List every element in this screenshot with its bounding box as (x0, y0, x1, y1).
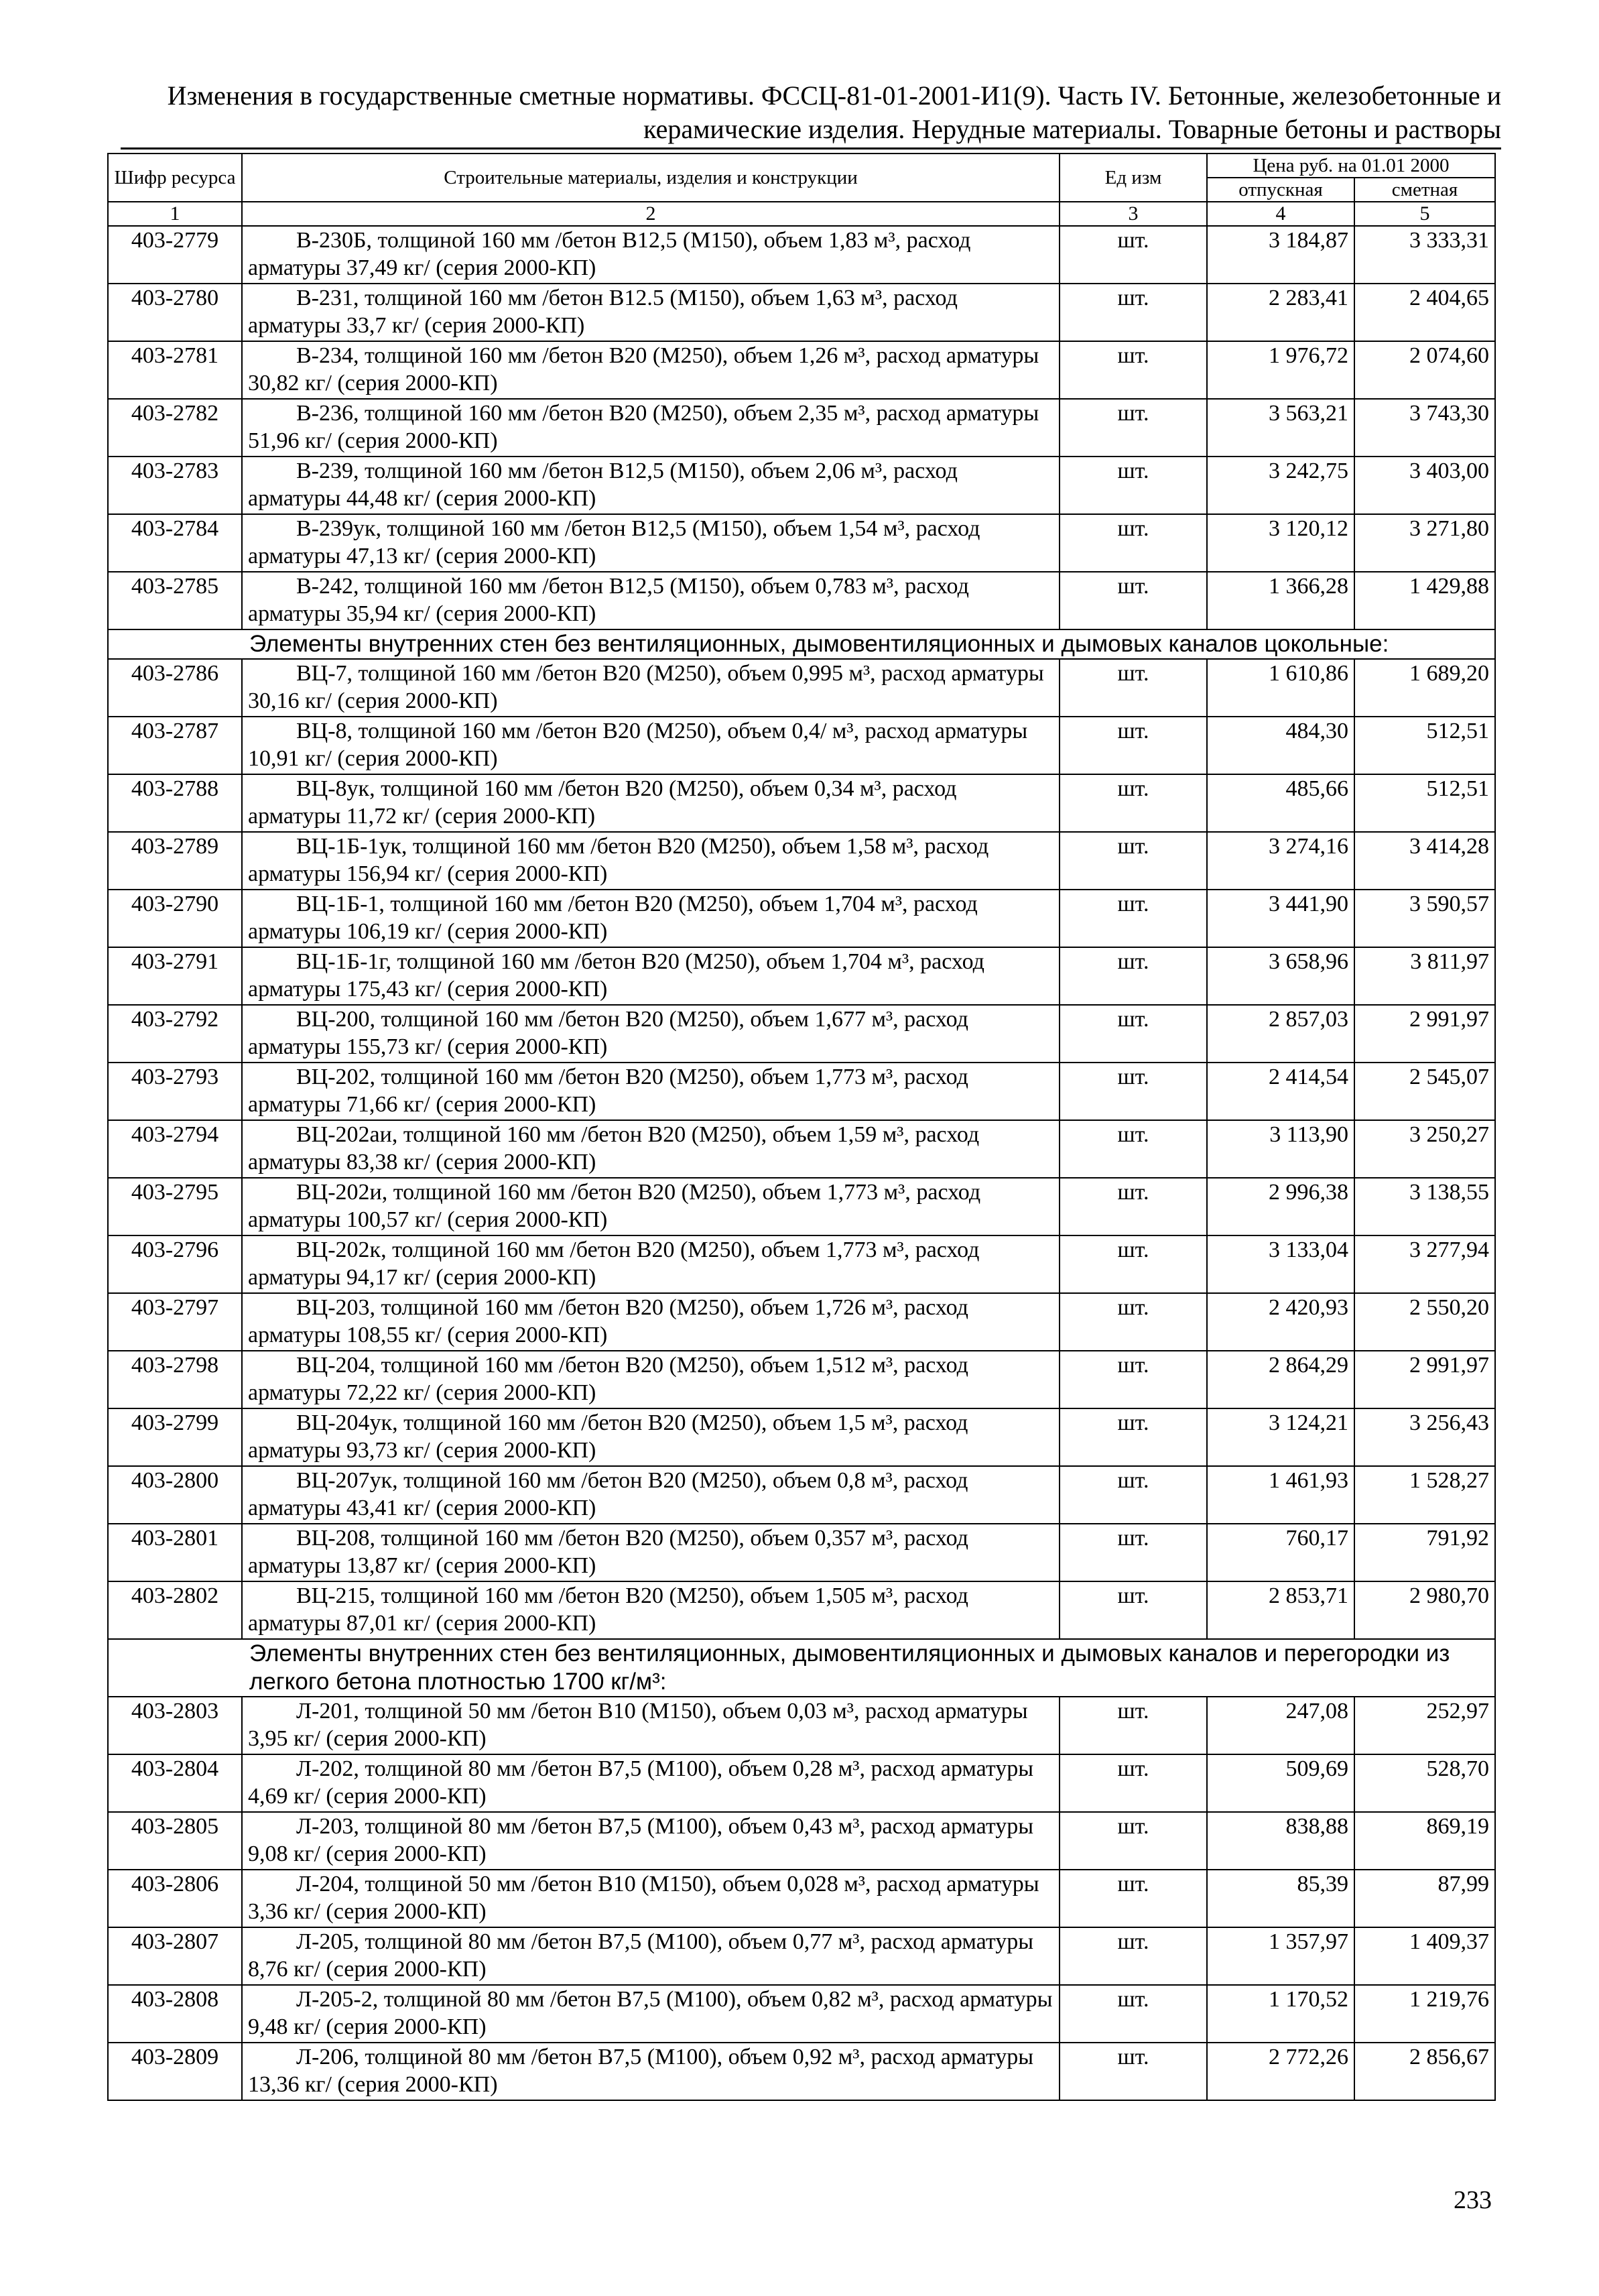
col-header-name: Строительные материалы, изделия и конструкции (242, 154, 1060, 202)
cell-description: ВЦ-1Б-1, толщиной 160 мм /бетон В20 (М250), объем 1,704 м³, расход арматуры 106,19 кг/ (серия 2000-КП) (242, 890, 1060, 947)
cell-code: 403-2807 (108, 1927, 242, 1985)
cell-unit: шт. (1060, 1524, 1207, 1581)
cell-price-estimate: 3 333,31 (1354, 226, 1495, 284)
cell-description: В-236, толщиной 160 мм /бетон В20 (М250), объем 2,35 м³, расход арматуры 51,96 кг/ (серия 2000-КП) (242, 399, 1060, 457)
cell-unit: шт. (1060, 947, 1207, 1005)
cell-code: 403-2779 (108, 226, 242, 284)
cell-code: 403-2806 (108, 1870, 242, 1927)
cell-unit: шт. (1060, 1985, 1207, 2043)
cell-unit: шт. (1060, 399, 1207, 457)
table-row (108, 2043, 1495, 2100)
cell-code: 403-2793 (108, 1063, 242, 1120)
cell-price-estimate: 2 074,60 (1354, 341, 1495, 399)
cell-price-release: 2 857,03 (1207, 1005, 1354, 1063)
cell-code: 403-2800 (108, 1466, 242, 1524)
cell-price-release: 2 420,93 (1207, 1293, 1354, 1351)
cell-price-release: 85,39 (1207, 1870, 1354, 1927)
table-row (108, 1581, 1495, 1639)
cell-price-estimate: 2 980,70 (1354, 1581, 1495, 1639)
table-group-2 (108, 659, 1495, 1639)
table-row (108, 1927, 1495, 1985)
cell-code: 403-2791 (108, 947, 242, 1005)
cell-code: 403-2783 (108, 457, 242, 514)
cell-price-estimate: 1 689,20 (1354, 659, 1495, 717)
cell-price-release: 3 184,87 (1207, 226, 1354, 284)
cell-price-estimate: 3 271,80 (1354, 514, 1495, 572)
cell-description: Л-206, толщиной 80 мм /бетон В7,5 (М100), объем 0,92 м³, расход арматуры 13,36 кг/ (серия 2000-КП) (242, 2043, 1060, 2100)
cell-unit: шт. (1060, 1120, 1207, 1178)
cell-code: 403-2804 (108, 1754, 242, 1812)
cell-code: 403-2782 (108, 399, 242, 457)
cell-price-estimate: 3 256,43 (1354, 1408, 1495, 1466)
cell-price-release: 3 120,12 (1207, 514, 1354, 572)
cell-description: В-242, толщиной 160 мм /бетон В12,5 (М150), объем 0,783 м³, расход арматуры 35,94 кг/ (серия 2000-КП) (242, 572, 1060, 629)
cell-description: В-239, толщиной 160 мм /бетон В12,5 (М150), объем 2,06 м³, расход арматуры 44,48 кг/ (серия 2000-КП) (242, 457, 1060, 514)
cell-description: Л-205, толщиной 80 мм /бетон В7,5 (М100), объем 0,77 м³, расход арматуры 8,76 кг/ (серия 2000-КП) (242, 1927, 1060, 1985)
cell-code: 403-2798 (108, 1351, 242, 1408)
table-row (108, 774, 1495, 832)
table-row (108, 1408, 1495, 1466)
cell-description: В-231, толщиной 160 мм /бетон В12.5 (М150), объем 1,63 м³, расход арматуры 33,7 кг/ (серия 2000-КП) (242, 284, 1060, 341)
cell-unit: шт. (1060, 1754, 1207, 1812)
cell-unit: шт. (1060, 1870, 1207, 1927)
cell-unit: шт. (1060, 659, 1207, 717)
cell-description: В-230Б, толщиной 160 мм /бетон В12,5 (М150), объем 1,83 м³, расход арматуры 37,49 кг/ (серия 2000-КП) (242, 226, 1060, 284)
table-row (108, 1870, 1495, 1927)
cell-code: 403-2808 (108, 1985, 242, 2043)
cell-price-release: 3 113,90 (1207, 1120, 1354, 1178)
colnum: 2 (242, 202, 1060, 226)
cell-description: Л-205-2, толщиной 80 мм /бетон В7,5 (М100), объем 0,82 м³, расход арматуры 9,48 кг/ (серия 2000-КП) (242, 1985, 1060, 2043)
table-row (108, 1754, 1495, 1812)
cell-price-estimate: 1 429,88 (1354, 572, 1495, 629)
table-group-3 (108, 1697, 1495, 2100)
cell-price-estimate: 3 250,27 (1354, 1120, 1495, 1178)
cell-price-estimate: 1 528,27 (1354, 1466, 1495, 1524)
cell-price-release: 838,88 (1207, 1812, 1354, 1870)
table-row (108, 1466, 1495, 1524)
table-row (108, 659, 1495, 717)
cell-description: Л-202, толщиной 80 мм /бетон В7,5 (М100), объем 0,28 м³, расход арматуры 4,69 кг/ (серия 2000-КП) (242, 1754, 1060, 1812)
cell-unit: шт. (1060, 226, 1207, 284)
table-row (108, 1524, 1495, 1581)
cell-price-estimate: 3 277,94 (1354, 1235, 1495, 1293)
cell-code: 403-2801 (108, 1524, 242, 1581)
cell-description: ВЦ-215, толщиной 160 мм /бетон В20 (М250), объем 1,505 м³, расход арматуры 87,01 кг/ (серия 2000-КП) (242, 1581, 1060, 1639)
cell-description: ВЦ-8ук, толщиной 160 мм /бетон В20 (М250), объем 0,34 м³, расход арматуры 11,72 кг/ (серия 2000-КП) (242, 774, 1060, 832)
column-numbers-row (108, 202, 1495, 226)
table-row (108, 1063, 1495, 1120)
cell-price-estimate: 2 404,65 (1354, 284, 1495, 341)
table-row (108, 514, 1495, 572)
cell-price-release: 3 124,21 (1207, 1408, 1354, 1466)
cell-price-release: 760,17 (1207, 1524, 1354, 1581)
cell-description: ВЦ-8, толщиной 160 мм /бетон В20 (М250), объем 0,4/ м³, расход арматуры 10,91 кг/ (серия 2000-КП) (242, 717, 1060, 774)
section-2 (108, 629, 1495, 659)
col-header-price-group: Цена руб. на 01.01 2000 (1207, 154, 1495, 178)
cell-description: ВЦ-1Б-1г, толщиной 160 мм /бетон В20 (М250), объем 1,704 м³, расход арматуры 175,43 кг/ (серия 2000-КП) (242, 947, 1060, 1005)
cell-code: 403-2802 (108, 1581, 242, 1639)
cell-price-release: 1 366,28 (1207, 572, 1354, 629)
table-row (108, 1005, 1495, 1063)
table-row (108, 890, 1495, 947)
cell-price-release: 1 357,97 (1207, 1927, 1354, 1985)
cell-unit: шт. (1060, 1005, 1207, 1063)
colnum: 4 (1207, 202, 1354, 226)
cell-code: 403-2781 (108, 341, 242, 399)
col-header-price-release: отпускная (1207, 178, 1354, 202)
cell-price-release: 3 242,75 (1207, 457, 1354, 514)
cell-price-release: 247,08 (1207, 1697, 1354, 1754)
cell-price-release: 509,69 (1207, 1754, 1354, 1812)
cell-code: 403-2794 (108, 1120, 242, 1178)
cell-description: ВЦ-204, толщиной 160 мм /бетон В20 (М250), объем 1,512 м³, расход арматуры 72,22 кг/ (серия 2000-КП) (242, 1351, 1060, 1408)
cell-description: Л-204, толщиной 50 мм /бетон В10 (М150), объем 0,028 м³, расход арматуры 3,36 кг/ (серия 2000-КП) (242, 1870, 1060, 1927)
cell-price-release: 484,30 (1207, 717, 1354, 774)
colnum: 5 (1354, 202, 1495, 226)
cell-description: Л-203, толщиной 80 мм /бетон В7,5 (М100), объем 0,43 м³, расход арматуры 9,08 кг/ (серия 2000-КП) (242, 1812, 1060, 1870)
cell-unit: шт. (1060, 1178, 1207, 1235)
cell-price-estimate: 3 414,28 (1354, 832, 1495, 890)
header-line-2: керамические изделия. Нерудные материалы. Товарные бетоны и растворы (643, 114, 1501, 144)
cell-price-release: 485,66 (1207, 774, 1354, 832)
cell-unit: шт. (1060, 1927, 1207, 1985)
cell-unit: шт. (1060, 514, 1207, 572)
cell-price-estimate: 2 991,97 (1354, 1005, 1495, 1063)
cell-description: ВЦ-204ук, толщиной 160 мм /бетон В20 (М250), объем 1,5 м³, расход арматуры 93,73 кг/ (серия 2000-КП) (242, 1408, 1060, 1466)
cell-price-estimate: 3 743,30 (1354, 399, 1495, 457)
cell-description: ВЦ-1Б-1ук, толщиной 160 мм /бетон В20 (М250), объем 1,58 м³, расход арматуры 156,94 кг/ (серия 2000-КП) (242, 832, 1060, 890)
cell-price-release: 3 274,16 (1207, 832, 1354, 890)
table-row (108, 572, 1495, 629)
cell-price-estimate: 2 545,07 (1354, 1063, 1495, 1120)
cell-description: ВЦ-203, толщиной 160 мм /бетон В20 (М250), объем 1,726 м³, расход арматуры 108,55 кг/ (серия 2000-КП) (242, 1293, 1060, 1351)
page-header (121, 79, 1501, 146)
cell-description: ВЦ-207ук, толщиной 160 мм /бетон В20 (М250), объем 0,8 м³, расход арматуры 43,41 кг/ (серия 2000-КП) (242, 1466, 1060, 1524)
section-row (108, 629, 1495, 659)
section-title: Элементы внутренних стен без вентиляционных, дымовентиляционных и дымовых каналов цокольные: (108, 629, 1495, 659)
col-header-unit: Ед изм (1060, 154, 1207, 202)
cell-price-estimate: 3 811,97 (1354, 947, 1495, 1005)
cell-unit: шт. (1060, 2043, 1207, 2100)
cell-code: 403-2787 (108, 717, 242, 774)
cell-unit: шт. (1060, 1408, 1207, 1466)
table-row (108, 457, 1495, 514)
cell-price-release: 3 441,90 (1207, 890, 1354, 947)
cell-code: 403-2785 (108, 572, 242, 629)
cell-unit: шт. (1060, 774, 1207, 832)
colnum: 3 (1060, 202, 1207, 226)
colnum: 1 (108, 202, 242, 226)
table-row (108, 1178, 1495, 1235)
cell-description: ВЦ-208, толщиной 160 мм /бетон В20 (М250), объем 0,357 м³, расход арматуры 13,87 кг/ (серия 2000-КП) (242, 1524, 1060, 1581)
cell-price-release: 2 853,71 (1207, 1581, 1354, 1639)
cell-code: 403-2799 (108, 1408, 242, 1466)
page-number: 233 (1454, 2186, 1492, 2214)
cell-code: 403-2786 (108, 659, 242, 717)
cell-price-release: 3 658,96 (1207, 947, 1354, 1005)
table-row (108, 1985, 1495, 2043)
cell-price-release: 2 414,54 (1207, 1063, 1354, 1120)
cell-code: 403-2784 (108, 514, 242, 572)
table-row (108, 1235, 1495, 1293)
cell-description: ВЦ-202и, толщиной 160 мм /бетон В20 (М250), объем 1,773 м³, расход арматуры 100,57 кг/ (серия 2000-КП) (242, 1178, 1060, 1235)
table-row (108, 1351, 1495, 1408)
table-row (108, 341, 1495, 399)
cell-description: ВЦ-200, толщиной 160 мм /бетон В20 (М250), объем 1,677 м³, расход арматуры 155,73 кг/ (серия 2000-КП) (242, 1005, 1060, 1063)
header-rule (121, 147, 1501, 149)
table-row (108, 1293, 1495, 1351)
cell-description: ВЦ-202аи, толщиной 160 мм /бетон В20 (М250), объем 1,59 м³, расход арматуры 83,38 кг/ (серия 2000-КП) (242, 1120, 1060, 1178)
table-row (108, 832, 1495, 890)
cell-code: 403-2797 (108, 1293, 242, 1351)
cell-price-release: 3 133,04 (1207, 1235, 1354, 1293)
cell-unit: шт. (1060, 717, 1207, 774)
cell-code: 403-2805 (108, 1812, 242, 1870)
cell-unit: шт. (1060, 890, 1207, 947)
table-row (108, 947, 1495, 1005)
cell-price-estimate: 2 856,67 (1354, 2043, 1495, 2100)
cell-price-release: 1 976,72 (1207, 341, 1354, 399)
cell-unit: шт. (1060, 1581, 1207, 1639)
cell-unit: шт. (1060, 1812, 1207, 1870)
cell-price-estimate: 1 409,37 (1354, 1927, 1495, 1985)
col-header-code: Шифр ресурса (108, 154, 242, 202)
cell-price-estimate: 3 138,55 (1354, 1178, 1495, 1235)
cell-description: ВЦ-202, толщиной 160 мм /бетон В20 (М250), объем 1,773 м³, расход арматуры 71,66 кг/ (серия 2000-КП) (242, 1063, 1060, 1120)
cell-price-release: 1 461,93 (1207, 1466, 1354, 1524)
cell-code: 403-2780 (108, 284, 242, 341)
table-row (108, 226, 1495, 284)
cell-price-release: 2 283,41 (1207, 284, 1354, 341)
table-row (108, 1812, 1495, 1870)
cell-unit: шт. (1060, 1351, 1207, 1408)
table-row (108, 1120, 1495, 1178)
cell-description: ВЦ-7, толщиной 160 мм /бетон В20 (М250), объем 0,995 м³, расход арматуры 30,16 кг/ (серия 2000-КП) (242, 659, 1060, 717)
cell-price-estimate: 512,51 (1354, 717, 1495, 774)
table-row (108, 284, 1495, 341)
cell-description: ВЦ-202к, толщиной 160 мм /бетон В20 (М250), объем 1,773 м³, расход арматуры 94,17 кг/ (серия 2000-КП) (242, 1235, 1060, 1293)
cell-unit: шт. (1060, 1063, 1207, 1120)
cell-price-release: 2 772,26 (1207, 2043, 1354, 2100)
table-row (108, 1697, 1495, 1754)
cell-code: 403-2792 (108, 1005, 242, 1063)
cell-description: В-234, толщиной 160 мм /бетон В20 (М250), объем 1,26 м³, расход арматуры 30,82 кг/ (серия 2000-КП) (242, 341, 1060, 399)
cell-unit: шт. (1060, 572, 1207, 629)
cell-code: 403-2795 (108, 1178, 242, 1235)
cell-price-estimate: 87,99 (1354, 1870, 1495, 1927)
cell-code: 403-2788 (108, 774, 242, 832)
cell-description: В-239ук, толщиной 160 мм /бетон В12,5 (М150), объем 1,54 м³, расход арматуры 47,13 кг/ (серия 2000-КП) (242, 514, 1060, 572)
cell-code: 403-2803 (108, 1697, 242, 1754)
cell-price-estimate: 2 991,97 (1354, 1351, 1495, 1408)
cell-price-estimate: 3 403,00 (1354, 457, 1495, 514)
col-header-price-estimate: сметная (1354, 178, 1495, 202)
cell-price-release: 2 996,38 (1207, 1178, 1354, 1235)
cell-code: 403-2789 (108, 832, 242, 890)
price-table (107, 153, 1496, 2101)
cell-unit: шт. (1060, 832, 1207, 890)
cell-price-release: 1 610,86 (1207, 659, 1354, 717)
cell-unit: шт. (1060, 1466, 1207, 1524)
cell-unit: шт. (1060, 341, 1207, 399)
cell-price-estimate: 528,70 (1354, 1754, 1495, 1812)
cell-price-estimate: 1 219,76 (1354, 1985, 1495, 2043)
cell-price-release: 2 864,29 (1207, 1351, 1354, 1408)
table-row (108, 399, 1495, 457)
cell-price-estimate: 512,51 (1354, 774, 1495, 832)
cell-code: 403-2790 (108, 890, 242, 947)
table-group-1 (108, 226, 1495, 629)
cell-unit: шт. (1060, 1697, 1207, 1754)
cell-unit: шт. (1060, 1235, 1207, 1293)
cell-code: 403-2796 (108, 1235, 242, 1293)
cell-price-estimate: 2 550,20 (1354, 1293, 1495, 1351)
cell-unit: шт. (1060, 457, 1207, 514)
cell-price-estimate: 3 590,57 (1354, 890, 1495, 947)
cell-unit: шт. (1060, 284, 1207, 341)
section-3 (108, 1639, 1495, 1697)
cell-unit: шт. (1060, 1293, 1207, 1351)
header-line-1: Изменения в государственные сметные нормативы. ФССЦ-81-01-2001-И1(9). Часть IV. Бетонные, железобетонные и (167, 80, 1501, 111)
cell-description: Л-201, толщиной 50 мм /бетон В10 (М150), объем 0,03 м³, расход арматуры 3,95 кг/ (серия 2000-КП) (242, 1697, 1060, 1754)
section-title: Элементы внутренних стен без вентиляционных, дымовентиляционных и дымовых каналов и перегородки из легкого бетона плотностью 1700 кг/м³: (108, 1639, 1495, 1697)
cell-price-release: 3 563,21 (1207, 399, 1354, 457)
cell-price-estimate: 252,97 (1354, 1697, 1495, 1754)
cell-code: 403-2809 (108, 2043, 242, 2100)
table-row (108, 717, 1495, 774)
table-head (108, 154, 1495, 226)
cell-price-release: 1 170,52 (1207, 1985, 1354, 2043)
cell-price-estimate: 869,19 (1354, 1812, 1495, 1870)
cell-price-estimate: 791,92 (1354, 1524, 1495, 1581)
section-row (108, 1639, 1495, 1697)
